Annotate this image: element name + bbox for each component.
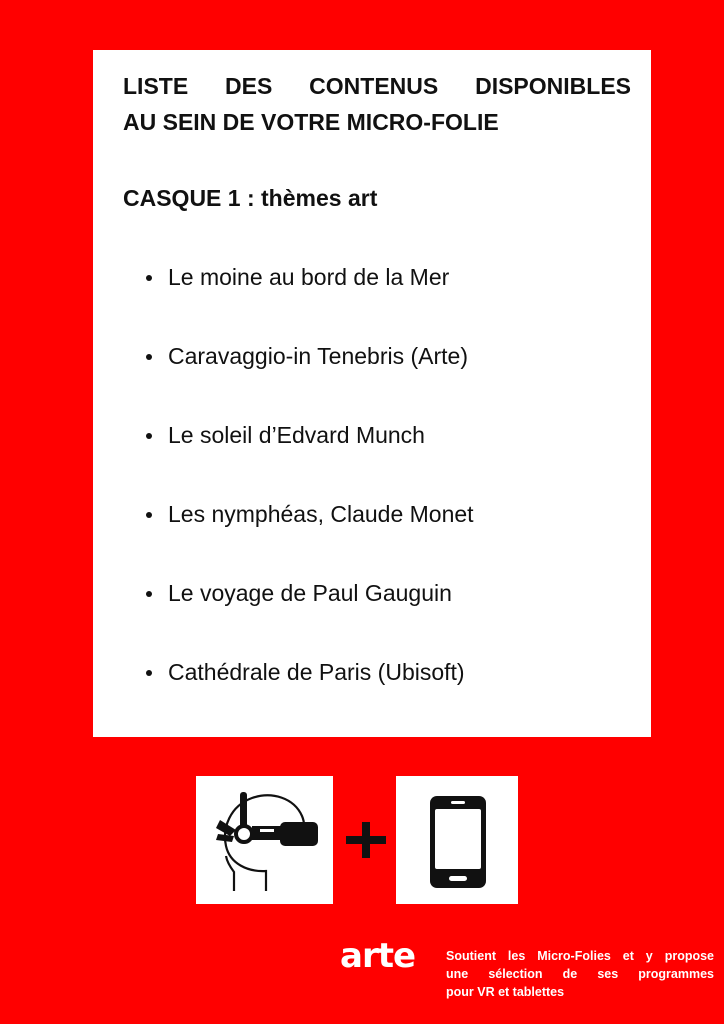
list-item-label: Caravaggio-in Tenebris (Arte) — [168, 343, 468, 369]
title-line-2: AU SEIN DE VOTRE MICRO-FOLIE — [123, 109, 499, 135]
footer-line-3: pour VR et tablettes — [446, 985, 565, 999]
list-item — [143, 499, 474, 578]
plus-icon — [346, 822, 386, 862]
bullet-icon — [146, 433, 152, 439]
arte-logo: arte — [340, 936, 416, 976]
list-item — [143, 420, 474, 499]
content-card — [93, 50, 651, 737]
bullet-icon — [146, 275, 152, 281]
list-item-label: Cathédrale de Paris (Ubisoft) — [168, 659, 465, 685]
list-item-label: Le moine au bord de la Mer — [168, 264, 450, 290]
content-list — [143, 262, 474, 736]
section-subtitle: CASQUE 1 : thèmes art — [123, 185, 378, 211]
bullet-icon — [146, 591, 152, 597]
list-item-label: Le voyage de Paul Gauguin — [168, 580, 452, 606]
page-title — [123, 68, 631, 140]
bullet-icon — [146, 354, 152, 360]
footer-text — [446, 947, 714, 1001]
bullet-icon — [146, 512, 152, 518]
list-item — [143, 578, 474, 657]
vr-headset-icon — [196, 776, 333, 904]
list-item — [143, 262, 474, 341]
list-item-label: Les nymphéas, Claude Monet — [168, 501, 474, 527]
smartphone-icon — [396, 776, 518, 904]
bullet-icon — [146, 670, 152, 676]
smartphone-box — [396, 776, 518, 904]
footer-line-2: une sélection de ses programmes — [446, 967, 714, 981]
title-line-1: LISTE DES CONTENUS DISPONIBLES — [123, 73, 631, 99]
list-item — [143, 341, 474, 420]
vr-headset-box — [196, 776, 333, 904]
list-item — [143, 657, 474, 736]
list-item-label: Le soleil d’Edvard Munch — [168, 422, 425, 448]
footer-line-1: Soutient les Micro-Folies et y propose — [446, 949, 714, 963]
